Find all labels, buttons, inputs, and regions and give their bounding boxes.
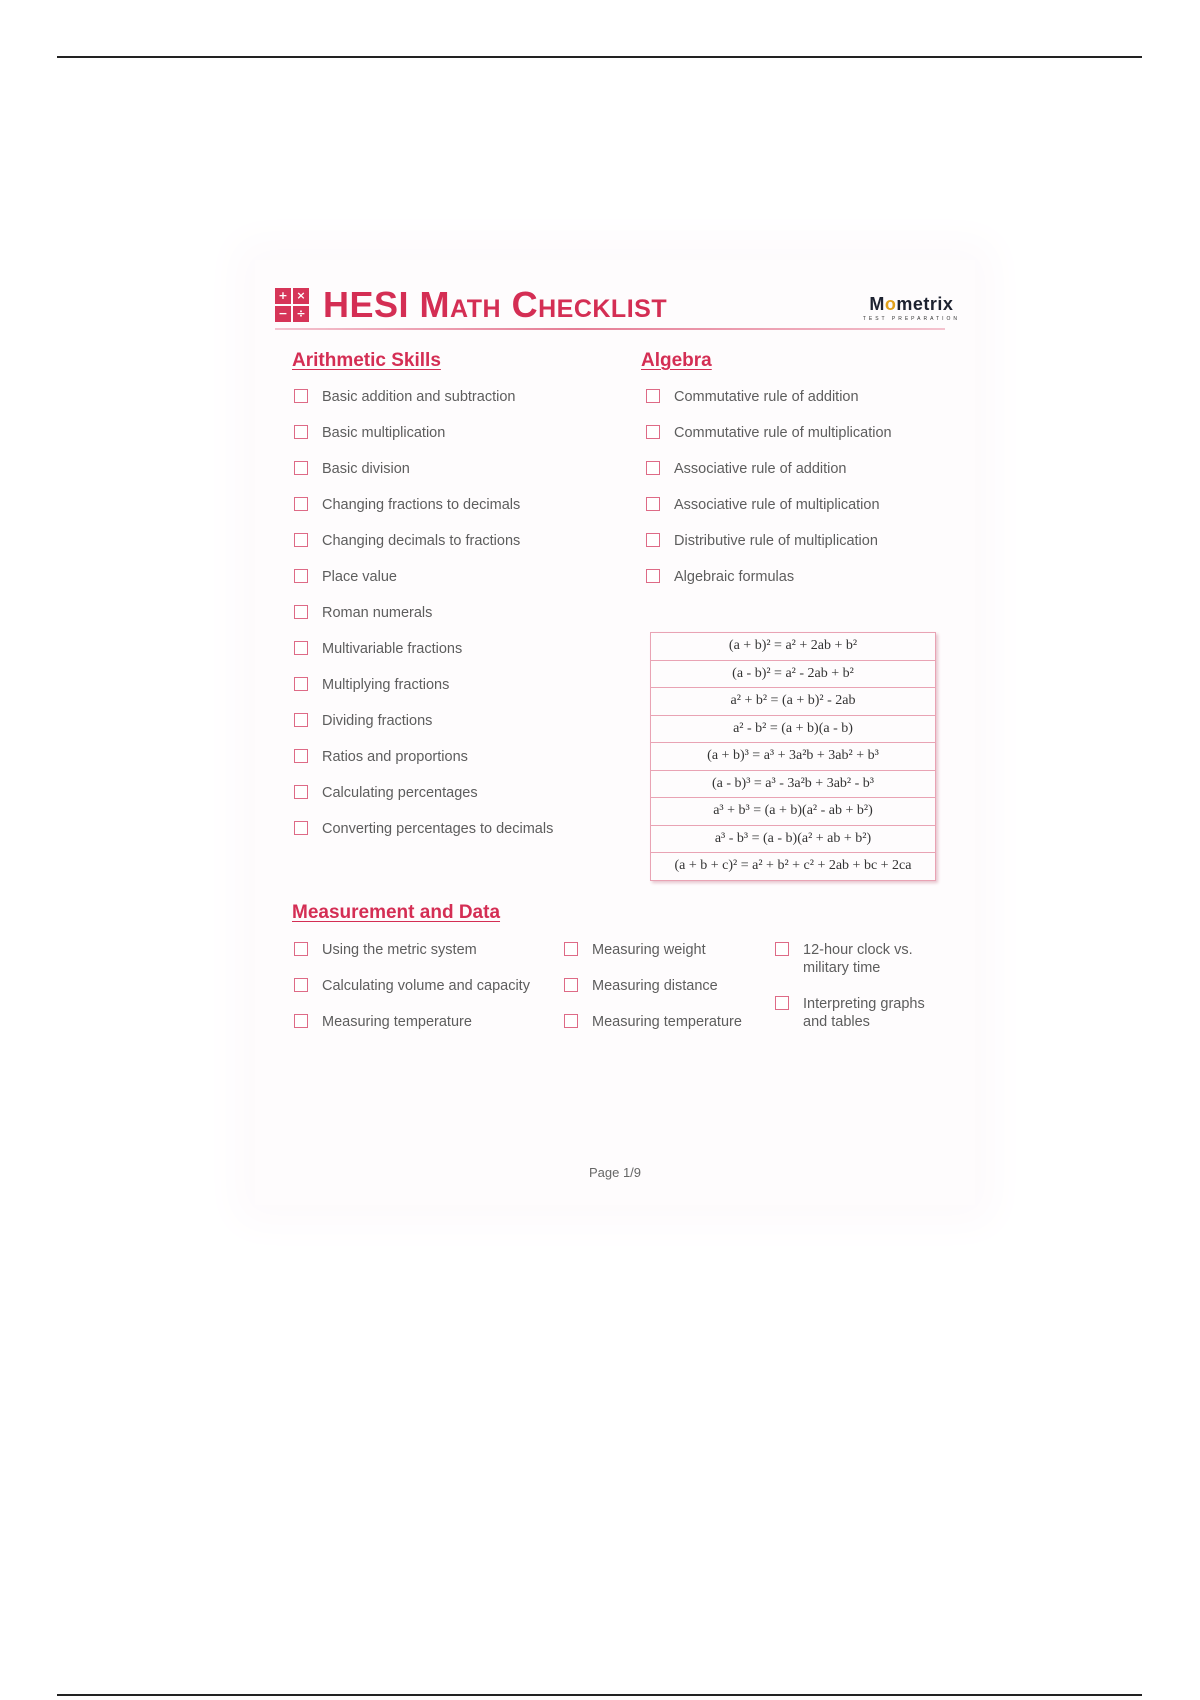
checklist-item-label: Dividing fractions xyxy=(322,713,433,729)
checklist-item-label: Measuring temperature xyxy=(322,1014,472,1030)
checkbox[interactable] xyxy=(646,389,660,403)
formula-cell: a³ + b³ = (a + b)(a² - ab + b²) xyxy=(651,798,936,826)
algebra-list xyxy=(645,388,892,604)
checklist-item-label: Calculating percentages xyxy=(322,785,478,801)
formula-table xyxy=(650,632,936,881)
checkbox[interactable] xyxy=(294,677,308,691)
page-title: HESI Math Checklist xyxy=(323,284,668,325)
arithmetic-title: Arithmetic Skills xyxy=(292,350,441,371)
formula-row xyxy=(651,660,936,688)
checkbox[interactable] xyxy=(646,461,660,475)
formula-cell: (a - b)² = a² - 2ab + b² xyxy=(651,660,936,688)
checklist-item[interactable] xyxy=(293,604,553,640)
checklist-item[interactable] xyxy=(293,424,553,460)
brand-subtitle: TEST PREPARATION xyxy=(862,316,960,322)
checklist-item[interactable] xyxy=(645,496,892,532)
checkbox[interactable] xyxy=(294,533,308,547)
formula-cell: a³ - b³ = (a - b)(a² + ab + b²) xyxy=(651,825,936,853)
measurement-list-col3 xyxy=(774,941,944,1049)
formula-row xyxy=(651,825,936,853)
checklist-page xyxy=(255,260,975,1205)
checklist-item-label: Place value xyxy=(322,569,397,585)
checkbox[interactable] xyxy=(294,425,308,439)
checklist-item-label: Multivariable fractions xyxy=(322,641,463,657)
checklist-item[interactable] xyxy=(293,748,553,784)
checklist-item-label: Basic multiplication xyxy=(322,425,446,441)
checklist-item[interactable] xyxy=(293,1013,530,1031)
checklist-item-label: Commutative rule of multiplication xyxy=(674,425,892,441)
formula-row xyxy=(651,770,936,798)
checkbox[interactable] xyxy=(294,978,308,992)
checklist-item-label: Measuring temperature xyxy=(592,1014,742,1030)
formula-row xyxy=(651,715,936,743)
checklist-item-label: 12-hour clock vs. military time xyxy=(803,942,913,976)
calculator-icon xyxy=(275,288,309,322)
checklist-item-label: Changing decimals to fractions xyxy=(322,533,521,549)
formula-cell: (a + b + c)² = a² + b² + c² + 2ab + bc + 2ca xyxy=(651,853,936,881)
checklist-item-label: Associative rule of addition xyxy=(674,461,847,477)
formula-row xyxy=(651,798,936,826)
measurement-title: Measurement and Data xyxy=(292,902,501,923)
checklist-item-label: Interpreting graphs and tables xyxy=(803,996,925,1030)
checkbox[interactable] xyxy=(646,533,660,547)
checklist-item[interactable] xyxy=(293,568,553,604)
checklist-item[interactable] xyxy=(645,532,892,568)
page-number: Page 1/9 xyxy=(588,1165,642,1180)
checkbox[interactable] xyxy=(646,497,660,511)
checklist-item-label: Using the metric system xyxy=(322,942,477,958)
formula-cell: (a + b)³ = a³ + 3a²b + 3ab² + b³ xyxy=(651,743,936,771)
checklist-item[interactable] xyxy=(293,532,553,568)
checklist-item[interactable] xyxy=(645,424,892,460)
formula-cell: (a - b)³ = a³ - 3a²b + 3ab² - b³ xyxy=(651,770,936,798)
header-divider xyxy=(275,328,945,330)
arithmetic-list xyxy=(293,388,553,856)
header xyxy=(275,284,960,332)
formula-row xyxy=(651,633,936,661)
checklist-item-label: Ratios and proportions xyxy=(322,749,468,765)
checklist-item-label: Changing fractions to decimals xyxy=(322,497,521,513)
checklist-item[interactable] xyxy=(293,784,553,820)
checklist-item[interactable] xyxy=(563,941,742,959)
minus-glyph: − xyxy=(275,306,291,322)
checkbox[interactable] xyxy=(294,569,308,583)
checklist-item[interactable] xyxy=(645,460,892,496)
bottom-rule xyxy=(57,1694,1142,1696)
checkbox[interactable] xyxy=(294,605,308,619)
checkbox[interactable] xyxy=(775,996,789,1010)
formula-cell: a² - b² = (a + b)(a - b) xyxy=(651,715,936,743)
checklist-item[interactable] xyxy=(774,995,944,1031)
checklist-item-label: Calculating volume and capacity xyxy=(322,978,530,994)
checkbox[interactable] xyxy=(294,749,308,763)
checklist-item-label: Associative rule of multiplication xyxy=(674,497,880,513)
checklist-item[interactable] xyxy=(293,977,530,995)
formula-row xyxy=(651,853,936,881)
checklist-item-label: Roman numerals xyxy=(322,605,433,621)
checklist-item[interactable] xyxy=(645,388,892,424)
checklist-item-label: Basic addition and subtraction xyxy=(322,389,516,405)
checklist-item[interactable] xyxy=(645,568,892,604)
formula-cell: (a + b)² = a² + 2ab + b² xyxy=(651,633,936,661)
checkbox[interactable] xyxy=(294,1014,308,1028)
checklist-item[interactable] xyxy=(293,712,553,748)
brand-name: Mometrix xyxy=(869,294,954,314)
checklist-item[interactable] xyxy=(563,1013,742,1031)
checklist-item[interactable] xyxy=(293,820,553,856)
checklist-item[interactable] xyxy=(293,388,553,424)
checkbox[interactable] xyxy=(294,942,308,956)
checkbox[interactable] xyxy=(294,713,308,727)
checkbox[interactable] xyxy=(294,641,308,655)
checklist-item-label: Basic division xyxy=(322,461,410,477)
checklist-item-label: Algebraic formulas xyxy=(674,569,795,585)
checklist-item[interactable] xyxy=(293,941,530,959)
checklist-item-label: Commutative rule of addition xyxy=(674,389,859,405)
checkbox[interactable] xyxy=(646,569,660,583)
formula-cell: a² + b² = (a + b)² - 2ab xyxy=(651,688,936,716)
checkbox[interactable] xyxy=(775,942,789,956)
checklist-item-label: Converting percentages to decimals xyxy=(322,821,554,837)
formula-row xyxy=(651,688,936,716)
checklist-item-label: Multiplying fractions xyxy=(322,677,450,693)
checklist-item-label: Distributive rule of multiplication xyxy=(674,533,878,549)
checkbox[interactable] xyxy=(564,1014,578,1028)
checkbox[interactable] xyxy=(564,978,578,992)
times-glyph: × xyxy=(293,288,309,304)
measurement-list-col1 xyxy=(293,941,530,1049)
checkbox[interactable] xyxy=(646,425,660,439)
checklist-item-label: Measuring weight xyxy=(592,942,706,958)
top-rule xyxy=(57,56,1142,58)
checkbox[interactable] xyxy=(294,461,308,475)
measurement-list-col2 xyxy=(563,941,742,1049)
checkbox[interactable] xyxy=(294,821,308,835)
checklist-item[interactable] xyxy=(563,977,742,995)
checklist-item[interactable] xyxy=(774,941,944,977)
checklist-item[interactable] xyxy=(293,460,553,496)
checklist-item-label: Measuring distance xyxy=(592,978,718,994)
checkbox[interactable] xyxy=(294,497,308,511)
checkbox[interactable] xyxy=(294,785,308,799)
formula-row xyxy=(651,743,936,771)
checkbox[interactable] xyxy=(294,389,308,403)
checkbox[interactable] xyxy=(564,942,578,956)
divide-glyph: ÷ xyxy=(293,306,309,322)
plus-glyph: + xyxy=(275,288,291,304)
checklist-item[interactable] xyxy=(293,676,553,712)
algebra-title: Algebra xyxy=(641,350,712,371)
checklist-item[interactable] xyxy=(293,496,553,532)
brand-logo xyxy=(863,294,960,322)
checklist-item[interactable] xyxy=(293,640,553,676)
